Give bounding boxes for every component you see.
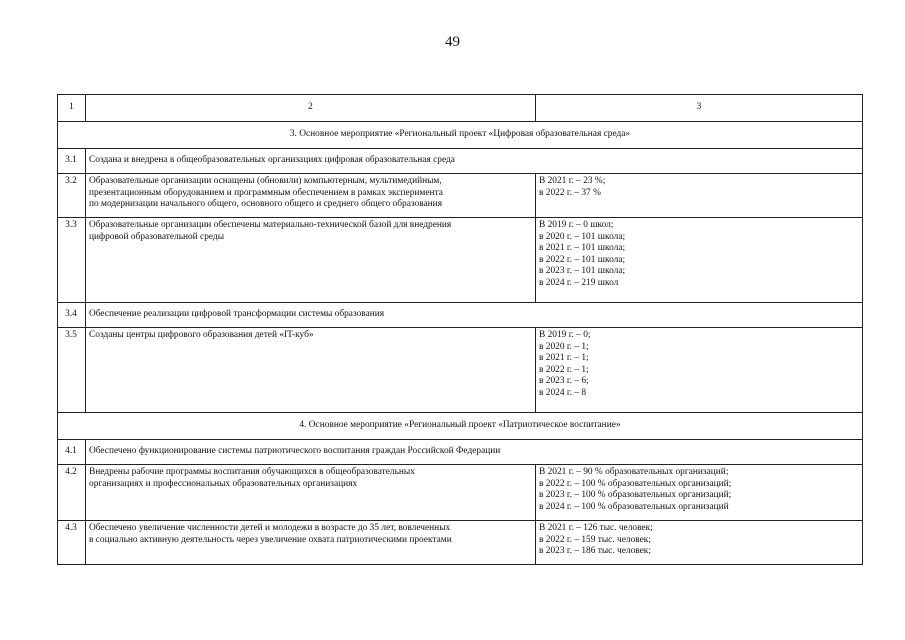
row-text-line: цифровой образовательной среды [89, 231, 224, 242]
row-text [86, 218, 536, 303]
table-row [58, 149, 863, 174]
row-number: 3.2 [58, 174, 86, 218]
row-value-line: в 2022 г. – 101 школа; [539, 254, 626, 265]
column-header-1: 1 [58, 95, 86, 122]
row-value-line: в 2021 г. – 1; [539, 353, 589, 364]
row-value-line: В 2021 г. – 126 тыс. человек; [539, 523, 653, 533]
row-value-line: в 2023 г. – 101 школа; [539, 266, 626, 277]
row-text-line: Обеспечение реализации цифровой трансформации системы образования [89, 309, 385, 320]
row-value-line: В 2019 г. – 0 школ; [539, 220, 614, 230]
row-text-line: в социально активную деятельность через увеличение охвата патриотическими проектами [89, 534, 452, 545]
row-text-line: Созданы центры цифрового образования детей «IT-куб» [89, 330, 314, 340]
table-row [58, 521, 863, 565]
measures-table [57, 94, 863, 565]
row-number: 3.3 [58, 218, 86, 303]
row-value-line: в 2022 г. – 159 тыс. человек; [539, 534, 651, 545]
row-text-line: Образовательные организации обеспечены материально-технической базой для внедрения [89, 220, 452, 230]
column-header-3: 3 [536, 95, 863, 122]
page-number: 49 [445, 34, 460, 50]
row-number: 4.1 [58, 440, 86, 465]
table-row [58, 328, 863, 413]
table-row [58, 174, 863, 218]
row-text-line: Образовательные организации оснащены (обновили) компьютерным, мультимедийным, [89, 176, 442, 186]
row-text [86, 149, 863, 174]
table-row [58, 303, 863, 328]
row-number: 4.2 [58, 465, 86, 521]
row-value [536, 465, 863, 521]
table-row [58, 218, 863, 303]
row-text-line: Внедрены рабочие программы воспитания обучающихся в общеобразовательных [89, 467, 415, 477]
row-value-line: В 2021 г. – 90 % образовательных организаций; [539, 467, 729, 477]
row-text-line: Обеспечено функционирование системы патриотического воспитания граждан Российской Федерации [89, 446, 501, 457]
row-value-line: в 2023 г. – 100 % образовательных организаций; [539, 490, 732, 501]
row-value-line: В 2021 г. – 23 %; [539, 176, 606, 186]
section-row [58, 413, 863, 440]
row-value [536, 328, 863, 413]
row-number: 3.5 [58, 328, 86, 413]
row-number: 3.4 [58, 303, 86, 328]
row-value-line: в 2024 г. – 219 школ [539, 277, 619, 288]
table-row [58, 465, 863, 521]
row-value-line: в 2024 г. – 100 % образовательных организаций [539, 501, 729, 512]
row-text [86, 440, 863, 465]
column-header-2: 2 [86, 95, 536, 122]
table-header-row [58, 95, 863, 122]
row-value-line: в 2022 г. – 100 % образовательных организаций; [539, 478, 732, 489]
row-text-line: Создана и внедрена в общеобразовательных организациях цифровая образовательная среда [89, 155, 455, 166]
row-value-line: В 2019 г. – 0; [539, 330, 591, 340]
row-text-line: организациях и профессиональных образовательных организациях [89, 478, 358, 489]
row-value-line: в 2020 г. – 1; [539, 341, 589, 352]
row-text-line: Обеспечено увеличение численности детей и молодежи в возрасте до 35 лет, вовлеченных [89, 523, 451, 533]
row-value-line: в 2021 г. – 101 школа; [539, 243, 626, 254]
row-text-line: по модернизации начального общего, основного общего и среднего общего образования [89, 199, 443, 210]
row-text [86, 465, 536, 521]
row-value-line: в 2024 г. – 8 [539, 387, 587, 398]
row-number: 3.1 [58, 149, 86, 174]
row-text [86, 174, 536, 218]
row-text-line: презентационным оборудованием и программным обеспечением в рамках эксперимента [89, 187, 443, 198]
row-value [536, 218, 863, 303]
row-value-line: в 2022 г. – 1; [539, 364, 589, 375]
row-value-line: в 2020 г. – 101 школа; [539, 231, 626, 242]
row-value-line: в 2023 г. – 186 тыс. человек; [539, 546, 651, 557]
table-row [58, 440, 863, 465]
row-value [536, 521, 863, 565]
row-number: 4.3 [58, 521, 86, 565]
section-title: 3. Основное мероприятие «Региональный проект «Цифровая образовательная среда» [58, 122, 863, 149]
row-text [86, 303, 863, 328]
row-value [536, 174, 863, 218]
section-title: 4. Основное мероприятие «Региональный проект «Патриотическое воспитание» [58, 413, 863, 440]
row-value-line: в 2023 г. – 6; [539, 376, 589, 387]
section-row [58, 122, 863, 149]
row-text [86, 328, 536, 413]
row-text [86, 521, 536, 565]
row-value-line: в 2022 г. – 37 % [539, 187, 601, 198]
